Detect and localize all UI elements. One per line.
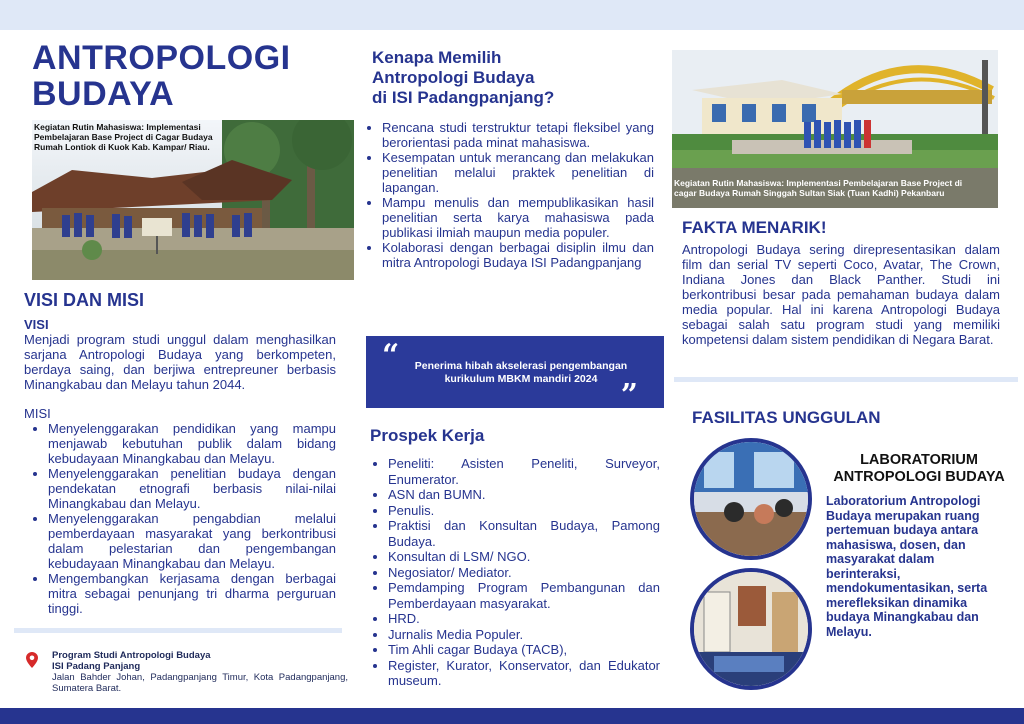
- address-block: [26, 650, 348, 694]
- address-title-1: Program Studi Antropologi Budaya: [52, 650, 211, 661]
- list-item: • Jurnalis Media Populer.: [388, 627, 660, 643]
- list-item: • Konsultan di LSM/ NGO.: [388, 549, 660, 565]
- quote-box: [366, 336, 664, 413]
- lab-photo-2: [690, 568, 812, 690]
- bottom-band: [0, 708, 1024, 724]
- fakta-heading: FAKTA MENARIK!: [682, 218, 827, 237]
- top-band: [0, 0, 1024, 30]
- close-quote-icon: ”: [620, 378, 638, 413]
- photo-rumah-lontiok: [32, 120, 354, 280]
- list-item: • Menyelenggarakan pendidikan yang mampu menjawab kebutuhan publik dalam bidang kebudayaan Minangkabau dan Melayu.: [48, 421, 336, 466]
- misi-label: MISI: [24, 406, 51, 421]
- list-item: • Rencana studi terstruktur tetapi fleksibel yang berorientasi pada minat mahasiswa.: [382, 120, 654, 150]
- visi-block: [24, 317, 336, 616]
- column-left: [14, 30, 348, 694]
- list-item: • Penulis.: [388, 503, 660, 519]
- location-pin-icon: [26, 652, 38, 673]
- reasons-list: [366, 120, 654, 270]
- list-item: • Peneliti: Asisten Peneliti, Surveyor, Enumerator.: [388, 456, 660, 487]
- address-title-2: ISI Padang Panjang: [52, 661, 141, 672]
- list-item: • Tim Ahli cagar Budaya (TACB),: [388, 642, 660, 658]
- photo-caption: Kegiatan Rutin Mahasiswa: Implementasi Pembelajaran Base Project di cagar Budaya Rumah Singgah Sultan Siak (Tuan Kadhi) Pekanbaru: [674, 178, 963, 198]
- lab-photo-1: [690, 438, 812, 560]
- visi-text: Menjadi program studi unggul dalam menghasilkan sarjana Antropologi Budaya yang berkompeten, berdaya saing, dan berjiwa entrepreuner berbasis Minangkabau dan Melayu tahun 2044.: [24, 332, 336, 392]
- photo-caption: Kegiatan Rutin Mahasiswa: Implementasi Pembelajaran Base Project di Cagar Budaya Rumah Lontiok di Kuok Kab. Kampar/ Riau.: [34, 122, 213, 152]
- page-title: ANTROPOLOGI BUDAYA: [32, 39, 291, 113]
- list-item: • ASN dan BUMN.: [388, 487, 660, 503]
- column-right: [670, 30, 1020, 427]
- divider: [674, 377, 1018, 382]
- list-item: • Kesempatan untuk merancang dan melakukan penelitian melalui praktek penelitian di lapangan.: [382, 150, 654, 195]
- lab-block: [818, 452, 1020, 639]
- address-text: Jalan Bahder Johan, Padangpanjang Timur, Kota Padangpanjang, Sumatera Barat.: [52, 672, 348, 694]
- column-middle: [366, 30, 664, 270]
- divider: [14, 628, 342, 633]
- list-item: • Mampu menulis dan mempublikasikan hasil penelitian serta karya mahasiswa pada publikasi ilmiah maupun media populer.: [382, 195, 654, 240]
- open-quote-icon: “: [382, 338, 400, 373]
- list-item: • Pemdamping Program Pembangunan dan Pemberdayaan masyarakat.: [388, 580, 660, 611]
- list-item: • Kolaborasi dengan berbagai disiplin ilmu dan mitra Antropologi Budaya ISI Padangpanjang: [382, 240, 654, 270]
- fakta-text: Antropologi Budaya sering direpresentasikan dalam film dan serial TV seperti Coco, Avatar, The Crown, Indiana Jones dan Black Panther. Studi ini berkontribusi besar pada pemahaman budaya dalam media popular. Hal ini karena Antropologi Budaya sebagai salah satu program studi yang memiliki kompetensi dalam sistem pendidikan di Negara Barat.: [682, 242, 1000, 347]
- lab-title: LABORATORIUM ANTROPOLOGI BUDAYA: [833, 452, 1005, 485]
- photo-rumah-singgah: [672, 50, 998, 208]
- prospek-heading: Prospek Kerja: [370, 426, 485, 445]
- visi-label: VISI: [24, 317, 49, 332]
- why-heading: Kenapa Memilih Antropologi Budaya di ISI Padangpanjang?: [372, 48, 555, 107]
- quote-text: Penerima hibah akselerasi pengembangan kurikulum MBKM mandiri 2024: [414, 360, 628, 385]
- list-item: • Mengembangkan kerjasama dengan berbagai mitra sebagai penunjang tri dharma perguruan tinggi.: [48, 571, 336, 616]
- list-item: • Menyelenggarakan pengabdian melalui pemberdayaan masyarakat yang berkontribusi dalam pelestarian dan pengembangan kebudayaan Minangkabau dan Melayu.: [48, 511, 336, 571]
- lab-text: Laboratorium Antropologi Budaya merupakan ruang pertemuan budaya antara mahasiswa, dosen, dan masyarakat dalam berinteraksi, mendokumentasikan, serta merefleksikan dinamika budaya Minangkabau dan Melayu.: [826, 494, 988, 639]
- prospek-list: [366, 456, 660, 689]
- list-item: • Praktisi dan Konsultan Budaya, Pamong Budaya.: [388, 518, 660, 549]
- list-item: • Negosiator/ Mediator.: [388, 565, 660, 581]
- list-item: • Menyelenggarakan penelitian budaya dengan pendekatan etnografi berbasis nilai-nilai Minangkabau dan Melayu.: [48, 466, 336, 511]
- list-item: • Register, Kurator, Konservator, dan Edukator museum.: [388, 658, 660, 689]
- fasilitas-heading: FASILITAS UNGGULAN: [692, 408, 881, 427]
- misi-list: [24, 421, 336, 616]
- list-item: • HRD.: [388, 611, 660, 627]
- visi-misi-heading: VISI DAN MISI: [24, 290, 145, 310]
- prospek-section: [366, 426, 664, 689]
